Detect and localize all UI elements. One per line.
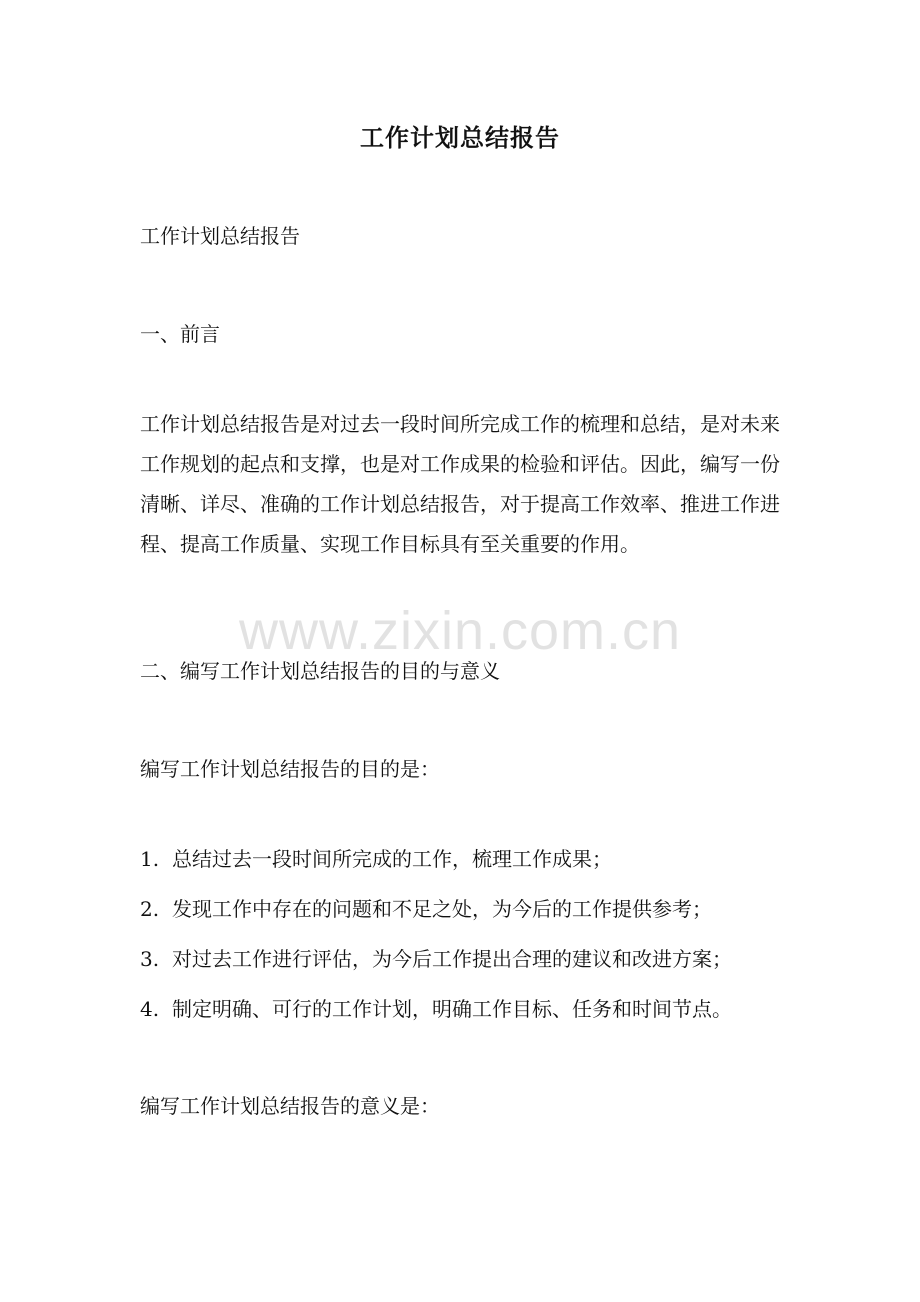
document-title: 工作计划总结报告 (360, 123, 560, 152)
list-item-text: 制定明确、可行的工作计划，明确工作目标、任务和时间节点。 (172, 997, 732, 1021)
list-item-number: 2. (140, 897, 160, 921)
purpose-intro: 编写工作计划总结报告的目的是： (140, 757, 440, 781)
watermark: www.zixin.com.cn (238, 601, 682, 661)
list-item-number: 1. (140, 847, 160, 871)
list-item-number: 3. (140, 947, 160, 971)
purpose-list (140, 842, 732, 1042)
list-item-text: 发现工作中存在的问题和不足之处，为今后的工作提供参考； (172, 897, 712, 921)
list-item-text: 对过去工作进行评估，为今后工作提出合理的建议和改进方案； (172, 947, 732, 971)
list-item (140, 942, 732, 992)
document-subtitle: 工作计划总结报告 (140, 224, 300, 248)
section1-paragraph: 工作计划总结报告是对过去一段时间所完成工作的梳理和总结，是对未来工作规划的起点和支撑，也是对工作成果的检验和评估。因此，编写一份清晰、详尽、准确的工作计划总结报告，对于提高工作效率、推进工作进程、提高工作质量、实现工作目标具有至关重要的作用。 (140, 412, 780, 556)
list-item-number: 4. (140, 997, 160, 1021)
list-item (140, 992, 732, 1042)
list-item-text: 总结过去一段时间所完成的工作，梳理工作成果； (172, 847, 612, 871)
list-item (140, 892, 732, 942)
list-item (140, 842, 732, 892)
meaning-intro: 编写工作计划总结报告的意义是： (140, 1094, 440, 1118)
section2-heading: 二、编写工作计划总结报告的目的与意义 (140, 659, 500, 683)
section1-heading: 一、前言 (140, 322, 220, 346)
